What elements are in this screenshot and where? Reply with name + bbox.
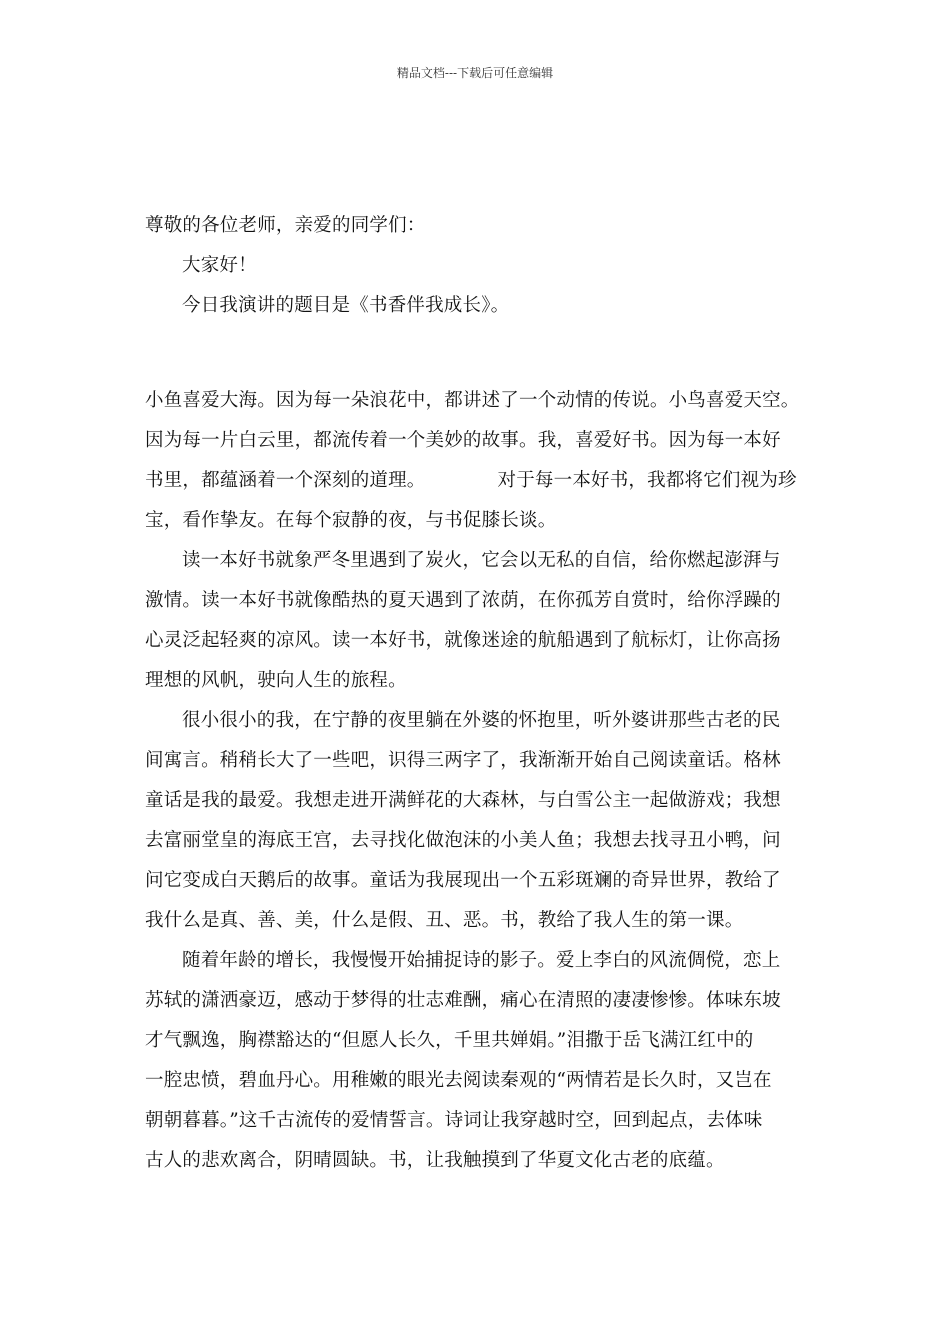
document-body bbox=[145, 206, 810, 1181]
paragraph-1-line-part: 对于每一本好书，我都将它们视为珍 bbox=[497, 470, 797, 491]
paragraph-1-line-part: 书里，都蕴涵着一个深刻的道理。 bbox=[145, 470, 426, 491]
paragraph-2-line: 心灵泛起轻爽的凉风。读一本好书，就像迷途的航船遇到了航标灯，让你高扬 bbox=[145, 630, 781, 651]
paragraph-4-line: 古人的悲欢离合，阴晴圆缺。书，让我触摸到了华夏文化古老的底蕴。 bbox=[145, 1150, 725, 1171]
paragraph-2-line: 理想的风帆，驶向人生的旅程。 bbox=[145, 670, 407, 691]
paragraph-4-line: 苏轼的潇洒豪迈，感动于梦得的壮志难酬，痛心在清照的凄凄惨惨。体味东坡 bbox=[145, 990, 781, 1011]
speech-title-line: 今日我演讲的题目是《书香伴我成长》。 bbox=[182, 295, 510, 316]
paragraph-4-line: 一腔忠愤，碧血丹心。用稚嫩的眼光去阅读秦观的“两情若是长久时，又岂在 bbox=[145, 1070, 772, 1091]
paragraph-1-line: 宝，看作挚友。在每个寂静的夜，与书促膝长谈。 bbox=[145, 510, 557, 531]
paragraph-1-line: 因为每一片白云里，都流传着一个美妙的故事。我，喜爱好书。因为每一本好 bbox=[145, 430, 781, 451]
greeting: 大家好！ bbox=[182, 255, 257, 276]
paragraph-4 bbox=[145, 941, 810, 1181]
page-header: 精品文档---下载后可任意编辑 bbox=[396, 66, 554, 80]
paragraph-4-line: 才气飘逸，胸襟豁达的“但愿人长久，千里共婵娟。”泪撒于岳飞满江红中的 bbox=[145, 1030, 754, 1051]
paragraph-2-line: 激情。读一本好书就像酷热的夏天遇到了浓荫，在你孤芳自赏时，给你浮躁的 bbox=[145, 590, 781, 611]
paragraph-4-line: 随着年龄的增长，我慢慢开始捕捉诗的影子。爱上李白的风流倜傥，恋上 bbox=[182, 950, 781, 971]
paragraph-gap bbox=[145, 326, 810, 381]
paragraph-1-line bbox=[145, 461, 810, 501]
paragraph-3-line: 童话是我的最爱。我想走进开满鲜花的大森林，与白雪公主一起做游戏；我想 bbox=[145, 790, 781, 811]
paragraph-1-line: 小鱼喜爱大海。因为每一朵浪花中，都讲述了一个动情的传说。小鸟喜爱天空。 bbox=[145, 390, 800, 411]
paragraph-3 bbox=[145, 701, 810, 941]
paragraph-2 bbox=[145, 541, 810, 701]
paragraph-1 bbox=[145, 381, 810, 541]
paragraph-3-line: 间寓言。稍稍长大了一些吧，识得三两字了，我渐渐开始自己阅读童话。格林 bbox=[145, 750, 781, 771]
paragraph-2-line: 读一本好书就象严冬里遇到了炭火，它会以无私的自信，给你燃起澎湃与 bbox=[182, 550, 781, 571]
paragraph-3-line: 去富丽堂皇的海底王宫，去寻找化做泡沫的小美人鱼；我想去找寻丑小鸭，问 bbox=[145, 830, 781, 851]
paragraph-4-line: 朝朝暮暮。”这千古流传的爱情誓言。诗词让我穿越时空，回到起点，去体味 bbox=[145, 1110, 763, 1131]
paragraph-3-line: 很小很小的我，在宁静的夜里躺在外婆的怀抱里，听外婆讲那些古老的民 bbox=[182, 710, 781, 731]
paragraph-3-line: 我什么是真、善、美，什么是假、丑、恶。书，教给了我人生的第一课。 bbox=[145, 910, 744, 931]
paragraph-3-line: 问它变成白天鹅后的故事。童话为我展现出一个五彩斑斓的奇异世界，教给了 bbox=[145, 870, 781, 891]
salutation: 尊敬的各位老师，亲爱的同学们： bbox=[145, 215, 426, 236]
